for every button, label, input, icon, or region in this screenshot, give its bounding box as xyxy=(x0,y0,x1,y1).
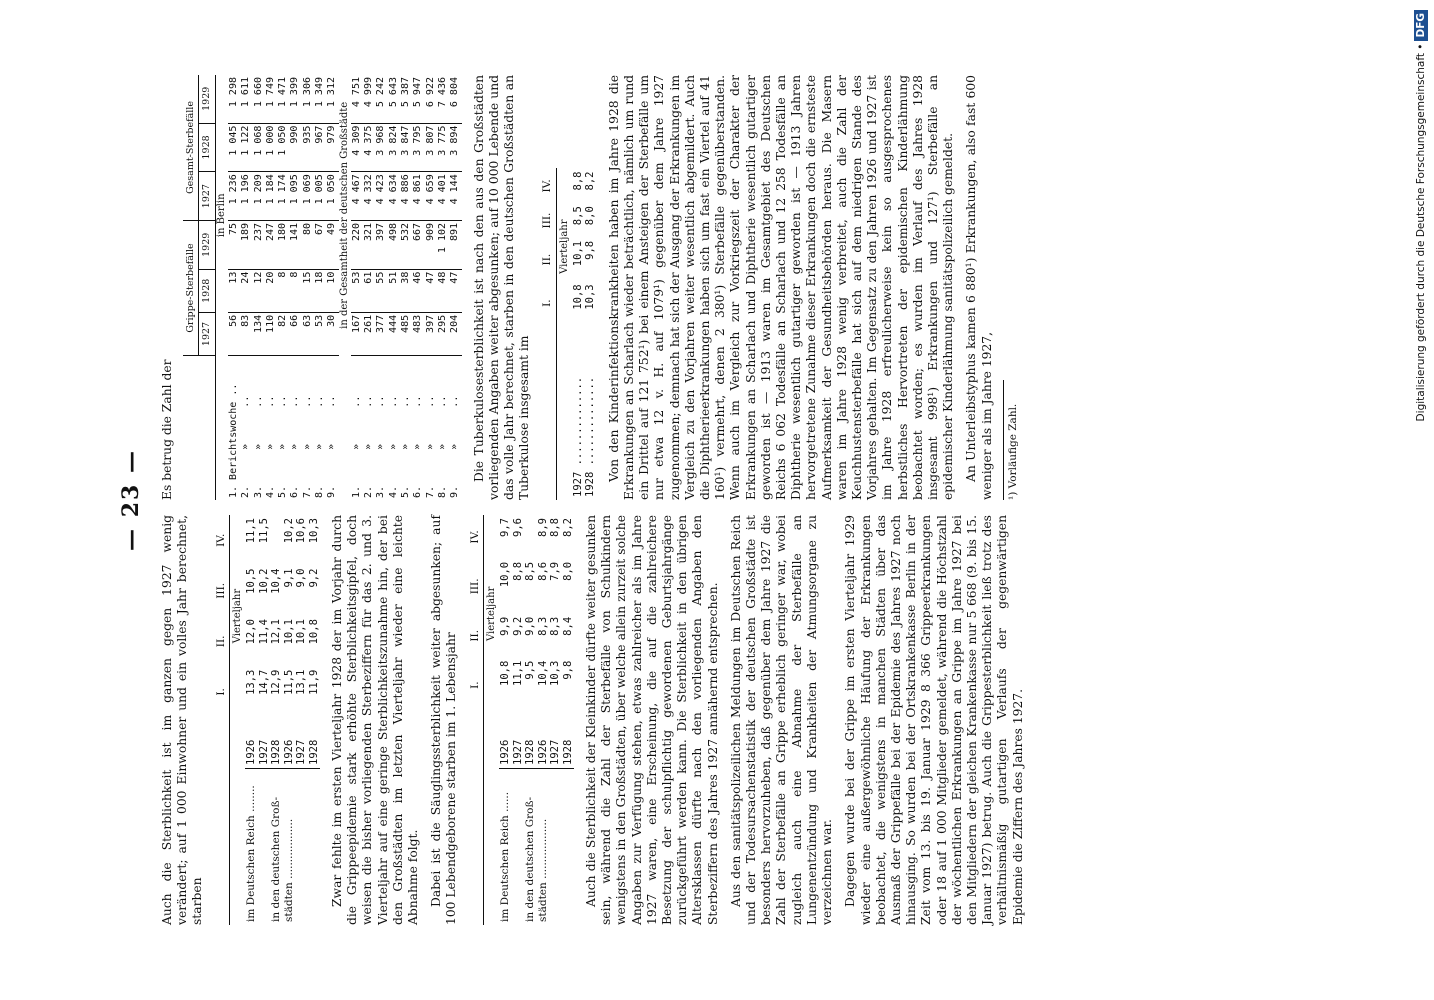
quarter-subheader: Vierteljahr xyxy=(485,586,497,642)
left-column xyxy=(160,515,1034,925)
value-column: 10,8 11,1 9,5 10,4 10,3 9,8 xyxy=(499,660,574,686)
value-column: 11,1 11,5 10,2 10,6 10,3 xyxy=(245,518,320,544)
quarter-header: III. xyxy=(540,203,556,238)
right-paragraph: Von den Kinderinfektionskrankheiten haben im Jahre 1928 die Erkrankungen an Scharlach wieder beträchtlich, nämlich um rund ein Drittel auf 121 752¹) bei einem Ansteigen der Sterbefälle um nur etwa 12 v. H. auf 1079¹) gegenüber dem Jahre 1927 zugenommen; demnach hat sich der Ausgang der Erkrankungen im Vergleich zu den Vorjahren weiter wesentlich abgemildert. Auch die Diphtherieerkrankungen haben sich um fast ein Viertel auf 41 160¹) vermehrt, denen 2 380¹) Sterbefälle gegenüberstanden. Wenn auch im Vergleich zur Vorkriegszeit der Charakter der Erkrankungen an Scharlach und Diphtherie wesentlich gutartiger geworden ist — 1913 waren im Gesamtgebiet des Deutschen Reichs 6 062 Todesfälle an Scharlach und 12 258 Todesfälle an Diphtherie wesentlich gutartiger geworden ist — 1913 Jahren hervorgetretene Zunahme dieser Erkrankungen doch die ernsteste Aufmerksamkeit der Gesundheitsbehörden heraus. Die Masern waren im Jahre 1928 wenig verbreitet, auch die Zahl der Keuchhustensterbefälle hat sich auf dem niedrigen Stande des Vorjahres gehalten. Im Gegensatz zu den Jahren 1926 und 1927 ist im Jahre 1928 erfreulicherweise kein so ausgesprochenes herbstliches Hervortreten der epidemischen Kinderlähmung beobachtet worden; es wurden im Verlauf des Jahres 1928 insgesamt 998¹) Erkrankungen und 127¹) Sterbefälle an epidemischer Kinderlähmung sanitätspolizeilich gemeldet. xyxy=(606,75,956,500)
quarter-subheader: Vierteljahr xyxy=(231,588,243,644)
quarter-header: IV. xyxy=(214,515,230,566)
influenza-table xyxy=(183,75,461,500)
section-label: in der Gesamtheit der deutschen Großstädte xyxy=(338,101,350,329)
value-column: 167 261 377 444 485 483 397 295 204 xyxy=(351,312,462,355)
row-label: in den deutschen Groß- städten .................. xyxy=(270,796,295,922)
value-column: 9,7 9,6 8,9 8,8 8,2 xyxy=(499,518,574,537)
mortality-table xyxy=(214,515,320,925)
quarter-header: I. xyxy=(540,281,556,324)
quarter-header: IV. xyxy=(540,169,556,204)
year-header: 1929 xyxy=(199,75,215,123)
year-column: 1926 1927 1928 1926 1927 1928 xyxy=(499,713,574,769)
value-column: 9,9 9,2 9,0 8,3 8,3 8,4 xyxy=(499,616,574,636)
value-column: 220 321 397 498 532 667 909 1 102 891 xyxy=(351,220,462,269)
value-column: 8,8 8,2 xyxy=(571,171,597,191)
left-paragraph: Dagegen wurde bei der Grippe im ersten Vierteljahr 1929 wieder eine außergewöhnliche Häufung der Erkrankungen beobachtet, die wenigstens in manchen Städten über das Ausmaß der Grippefälle bei der Epidemie des Jahres 1927 noch hinausging. So wurden bei der Ortskrankenkasse Berlin in der Zeit vom 13. bis 19. Januar 1929 8 366 Grippeerkrankungen oder 18 auf 1 000 Mitglieder gemeldet, während die Höchstzahl der wöchentlichen Erkrankungen an Grippe im Jahre 1927 bei den Mitgliedern der gleichen Krankenkasse nur 5 668 (9. bis 15. Januar 1927) betrug. Auch die Grippesterblichkeit ließ trotz des verhältnismäßig gutartigen Verlaufs der gegenwärtigen Epidemie die Ziffern des Jahres 1927. xyxy=(843,515,1025,925)
year-header: 1928 xyxy=(199,123,215,172)
right-paragraph: Die Tuberkulosesterblichkeit ist nach den aus den Großstädten vorliegenden Angaben weiter abgesunken; auf 10 000 Lebende und das volle Jahr berechnet, starben in den deutschen Großstädten an Tuberkulose insgesamt im xyxy=(471,75,532,500)
value-column: 1 045 1 122 1 068 1 000 1 050 990 935 967 979 xyxy=(228,123,339,172)
value-column: 10,8 10,3 xyxy=(571,284,597,310)
value-column: 10,1 9,8 xyxy=(571,240,597,267)
quarter-subheader: Vierteljahr xyxy=(558,219,570,274)
year-header: 1927 xyxy=(199,312,215,355)
right-column xyxy=(160,75,1021,500)
left-paragraph: Auch die Sterblichkeit der Kleinkinder dürfte weiter gesunken sein, während die Zahl der Sterbefälle von Schulkindern wenigstens in den Großstädten, über welche allein zurzeit solche Angaben zur Verfügung stehen, etwas zahlreicher als im Jahre 1927 waren, eine Erscheinung, die auf die zahlreichere Besetzung der schulpflichtig gewordenen Geburtsjahrgänge zurückgeführt werden kann. Die Sterblichkeit in den übrigen Altersklassen dürfte nach den vorliegenden Angaben den Sterbeziffern des Jahres 1927 annähernd entsprechen. xyxy=(584,515,720,925)
value-column: 56 83 134 110 82 66 63 53 30 xyxy=(228,312,339,355)
value-column: 13,3 14,7 12,9 11,5 13,1 11,9 xyxy=(245,669,320,695)
value-column: 1 236 1 196 1 209 1 184 1 174 1 095 1 069 1 005 1 050 xyxy=(228,172,339,221)
quarter-header: II. xyxy=(540,238,556,281)
value-column: 4 309 4 375 3 968 3 824 3 847 3 795 3 807 3 775 3 894 xyxy=(351,123,462,172)
year-column: 1926 1927 1928 1926 1927 1928 xyxy=(245,717,320,768)
quarter-header: III. xyxy=(214,566,230,617)
year-header: 1929 xyxy=(199,220,215,269)
value-column: 8,5 8,0 xyxy=(571,206,597,226)
row-label: im Deutschen Reich ........ xyxy=(245,785,258,922)
value-column: 10,5 10,2 10,4 9,1 9,0 9,2 xyxy=(245,568,320,594)
value-column: 53 61 55 51 38 46 47 48 47 xyxy=(351,269,462,312)
footnote: ¹) Vorläufige Zahl. xyxy=(1003,380,1021,500)
week-labels: 1. Berichtswoche .. 2. » .. 3. » .. 4. » .. 5. » .. 6. » .. 7. » .. 8. » .. 9. » .. xyxy=(227,383,338,498)
row-label: im Deutschen Reich ...... xyxy=(499,791,512,922)
quarter-header: I. xyxy=(468,658,484,713)
row-label: in den deutschen Groß- städten .................. xyxy=(524,796,549,922)
page-number: — 23 — xyxy=(118,449,144,551)
value-column: 75 189 237 247 180 141 80 67 49 xyxy=(228,220,339,269)
quarter-header: II. xyxy=(468,614,484,658)
quarter-header: IV. xyxy=(468,515,484,559)
quarter-header: III. xyxy=(468,559,484,614)
year-header: 1928 xyxy=(199,269,215,312)
quarter-header: II. xyxy=(214,616,230,667)
value-column: 4 467 4 332 4 423 4 634 4 886 4 861 4 659 4 401 4 144 xyxy=(351,172,462,221)
year-header: 1927 xyxy=(199,172,215,221)
digitization-credit xyxy=(1408,10,1434,990)
right-paragraph: An Unterleibstyphus kamen 6 880¹) Erkrankungen, also fast 600 weniger als im Jahre 1927, xyxy=(964,75,994,500)
year-column: 1927 .............. 1928 .............. xyxy=(571,376,597,497)
value-column: 12,0 11,4 12,1 10,1 10,1 10,8 xyxy=(245,619,320,645)
infant-mortality-table xyxy=(468,515,574,925)
section-label: in Berlin xyxy=(215,193,227,238)
gesamt-header: Gesamt-Sterbefälle xyxy=(183,75,199,220)
left-paragraph: Dabei ist die Säuglingssterblichkeit weiter abgesunken; auf 100 Lebendgeborene starben im 1. Lebensjahr xyxy=(429,515,459,925)
week-labels: 1. » .. 2. » .. 3. » .. 4. » .. 5. » .. 6. » .. 7. » .. 8. » .. 9. » .. xyxy=(350,395,461,498)
left-intro: Auch die Sterblichkeit ist im ganzen gegen 1927 wenig verändert; auf 1 000 Einwohner und ein volles Jahr berechnet, starben xyxy=(160,515,205,925)
left-paragraph: Zwar fehlte im ersten Vierteljahr 1928 der im Vorjahr durch die Grippeepidemie stark erhöhte Sterblichkeitsgipfel, doch weisen die bisher vorliegenden Sterbeziffern für das 2. und 3. Vierteljahr auf eine geringe Sterblichkeitszunahme hin, der bei den Großstädten im letzten Vierteljahr wieder eine leichte Abnahme folgt. xyxy=(330,515,421,925)
value-column: 10,0 8,8 8,5 8,6 7,9 8,0 xyxy=(499,561,574,588)
credit-text: Digitalisierung gefördert durch die Deutsche Forschungsgemeinschaft • xyxy=(1415,43,1427,422)
left-paragraph: Aus den sanitätspolizeilichen Meldungen im Deutschen Reich und der Todesursachenstatistik der deutschen Großstädte ist besonders hervorzuheben, daß gegenüber dem Jahre 1927 die Zahl der Sterbefälle an Grippe erheblich geringer war, wobei zugleich auch eine Abnahme der Sterbefälle an Lungenentzündung und Krankheiten der Atmungsorgane zu verzeichnen war. xyxy=(728,515,835,925)
grippe-header: Grippe-Sterbefälle xyxy=(183,220,199,355)
value-column: 4 751 4 999 5 242 5 643 5 387 5 947 6 922 7 436 6 804 xyxy=(351,75,462,123)
dfg-logo: DFG xyxy=(1414,10,1428,41)
quarter-header: I. xyxy=(214,667,230,718)
tuberculosis-table xyxy=(540,169,596,501)
value-column: 1 298 1 611 1 660 1 749 1 471 1 399 1 306 1 349 1 312 xyxy=(228,75,339,123)
right-intro: Es betrug die Zahl der xyxy=(160,359,174,500)
value-column: 13 24 12 20 8 8 15 18 10 xyxy=(228,269,339,312)
